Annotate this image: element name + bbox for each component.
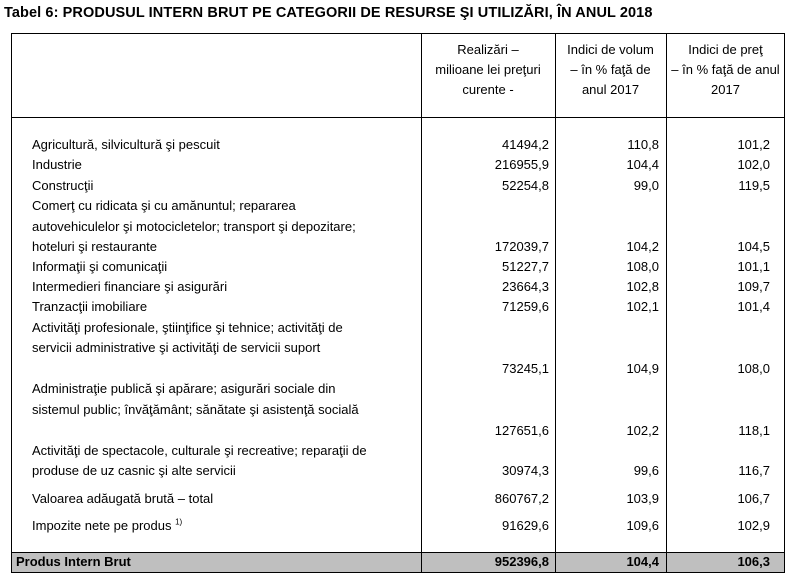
row-label: Activităţi profesionale, ştiinţifice şi tehnice; activităţi de [32,320,343,335]
value-realizari: 216955,9 [494,157,549,172]
value-realizari: 127651,6 [494,423,549,438]
value-indice-pret: 101,4 [737,299,770,314]
value-indice-pret: 101,2 [737,137,770,152]
value-realizari: 860767,2 [494,491,549,506]
total-indice-pret: 106,3 [737,554,770,569]
header-realizari [421,40,555,100]
total-realizari: 952396,8 [494,554,549,569]
column-divider [666,552,667,572]
row-label: Informaţii şi comunicaţii [32,259,168,274]
header-line: anul 2017 [581,82,640,97]
value-indice-pret: 119,5 [738,178,770,193]
value-realizari: 23664,3 [502,279,549,294]
header-line: – în % faţă de anul [671,62,780,77]
value-realizari: 41494,2 [502,137,549,152]
total-indice-volum: 104,4 [626,554,659,569]
value-indice-volum: 102,8 [626,279,659,294]
row-label: sistemul public; învăţământ; sănătate şi asistenţă socială [32,402,359,417]
value-realizari: 51227,7 [502,259,549,274]
value-realizari: 172039,7 [494,239,549,254]
value-indice-volum: 104,4 [626,157,659,172]
header-line: curente - [462,82,514,97]
total-row [12,552,784,572]
value-indice-volum: 103,9 [626,491,659,506]
value-indice-volum: 109,6 [626,518,659,533]
value-indice-pret: 106,7 [737,491,770,506]
row-label: hoteluri şi restaurante [32,239,158,254]
table-title: Tabel 6: PRODUSUL INTERN BRUT PE CATEGORII DE RESURSE ŞI UTILIZĂRI, ÎN ANUL 2018 [4,5,653,21]
header-line: Indici de preţ [688,42,763,57]
header-line: Indici de volum [567,42,654,57]
value-realizari: 91629,6 [502,518,549,533]
value-indice-volum: 102,2 [626,423,659,438]
header-divider [12,117,784,118]
row-label [32,518,182,534]
row-label: Construcţii [32,178,94,193]
value-realizari: 71259,6 [502,299,549,314]
total-divider [12,552,784,553]
footnote-marker: 1) [175,517,183,527]
value-indice-pret: 116,7 [738,463,770,478]
value-realizari: 73245,1 [502,361,549,376]
value-indice-volum: 110,8 [627,137,659,152]
header-line: Realizări – [457,42,519,57]
row-label-text: Impozite nete pe produs [32,518,172,533]
row-label: Comerţ cu ridicata şi cu amănuntul; repararea [32,198,296,213]
row-label: Intermedieri financiare şi asigurări [32,279,228,294]
row-label: Valoarea adăugată brută – total [32,491,214,506]
value-indice-pret: 104,5 [737,239,770,254]
row-label: Tranzacţii imobiliare [32,299,148,314]
header-indici-volum [555,40,666,100]
row-label: Industrie [32,157,82,172]
header-indici-pret [666,40,785,100]
value-indice-pret: 108,0 [737,361,770,376]
row-label: Activităţi de spectacole, culturale şi recreative; reparaţii de [32,443,367,458]
row-label: Agricultură, silvicultură şi pescuit [32,137,220,152]
value-realizari: 30974,3 [502,463,549,478]
row-label: produse de uz casnic şi alte servicii [32,463,236,478]
header-line: milioane lei preţuri [435,62,541,77]
value-indice-pret: 102,9 [737,518,770,533]
value-indice-volum: 99,6 [633,463,659,478]
row-label: Administraţie publică şi apărare; asigurări sociale din [32,381,336,396]
column-divider [666,34,667,572]
header-line: 2017 [711,82,740,97]
value-indice-volum: 104,9 [626,361,659,376]
value-realizari: 52254,8 [502,178,549,193]
column-divider [421,34,422,572]
value-indice-pret: 118,1 [738,423,770,438]
row-label: autovehiculelor şi motocicletelor; transport şi depozitare; [32,219,356,234]
data-table [11,33,785,573]
value-indice-pret: 101,1 [737,259,770,274]
row-label: servicii administrative şi activităţi de servicii suport [32,340,321,355]
value-indice-volum: 108,0 [626,259,659,274]
column-divider [421,552,422,572]
header-line: – în % faţă de [570,62,651,77]
value-indice-pret: 109,7 [737,279,770,294]
value-indice-volum: 104,2 [626,239,659,254]
total-label: Produs Intern Brut [16,554,131,569]
column-divider [555,34,556,572]
column-divider [555,552,556,572]
value-indice-volum: 99,0 [633,178,659,193]
value-indice-volum: 102,1 [626,299,659,314]
value-indice-pret: 102,0 [737,157,770,172]
